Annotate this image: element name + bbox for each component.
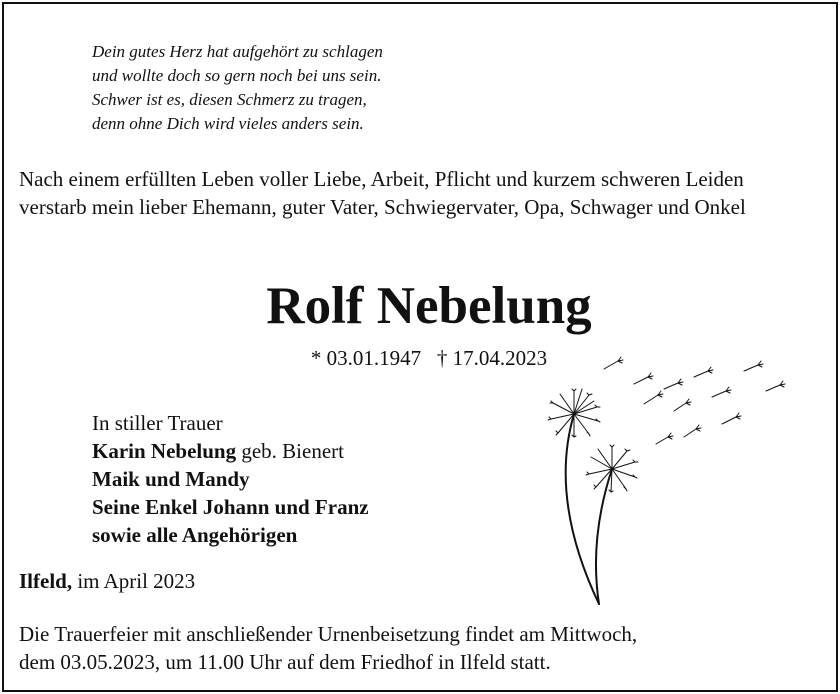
service-line: Die Trauerfeier mit anschließender Urnenbeisetzung findet am Mittwoch, [19, 622, 638, 646]
intro-line: Nach einem erfüllten Leben voller Liebe, Arbeit, Pflicht und kurzem schweren Leiden [19, 167, 744, 191]
life-dates: * 03.01.1947 † 17.04.2023 [310, 346, 548, 370]
intro-line: verstarb mein lieber Ehemann, guter Vater, Schwiegervater, Opa, Schwager und Onkel [19, 195, 746, 219]
poem-line: und wollte doch so gern noch bei uns sein. [92, 66, 382, 85]
place-date [19, 567, 195, 595]
mourners-heading: In stiller Trauer [92, 411, 223, 435]
spouse-name: Karin Nebelung [92, 439, 237, 463]
dandelion-icon [544, 349, 794, 614]
service-line: dem 03.05.2023, um 11.00 Uhr auf dem Friedhof in Ilfeld statt. [19, 650, 551, 674]
mourner-grandchildren: Seine Enkel Johann und Franz [92, 495, 369, 519]
poem-line: Dein gutes Herz hat aufgehört zu schlagen [92, 42, 383, 61]
place-name: Ilfeld, [19, 569, 73, 593]
service-notice [19, 620, 637, 676]
mourners-list [92, 409, 369, 549]
spouse-birth-name: geb. Bienert [236, 439, 344, 463]
mourner-children: Maik und Mandy [92, 467, 250, 491]
poem-line: denn ohne Dich wird vieles anders sein. [92, 114, 364, 133]
mourner-others: sowie alle Angehörigen [92, 523, 298, 547]
intro-text [19, 165, 746, 221]
poem [92, 40, 383, 136]
deceased-name: Rolf Nebelung [266, 277, 592, 335]
date-line: im April 2023 [72, 569, 196, 593]
obituary-card [2, 2, 838, 692]
mourner-spouse [92, 437, 369, 465]
poem-line: Schwer ist es, diesen Schmerz zu tragen, [92, 90, 367, 109]
